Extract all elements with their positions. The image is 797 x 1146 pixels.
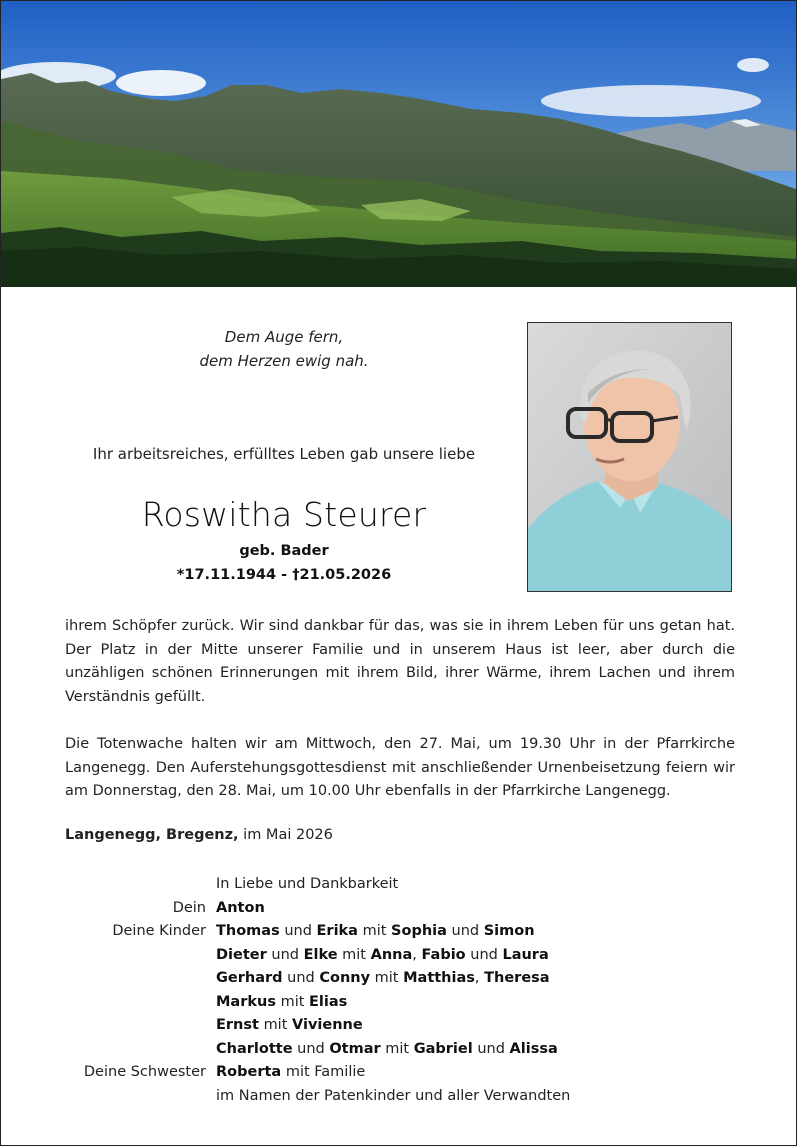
connector-word: und — [284, 923, 312, 939]
person-name: Theresa — [484, 970, 550, 986]
mountain-landscape-banner — [1, 1, 796, 287]
person-name: Alissa — [509, 1040, 558, 1057]
person-name: Fabio — [421, 946, 466, 963]
person-name: Conny — [319, 970, 371, 986]
person-name: Matthias — [403, 970, 475, 986]
connector-word: , — [412, 946, 417, 963]
family-row — [1, 1061, 796, 1085]
connector-word: mit — [280, 993, 305, 1010]
family-row — [1, 1085, 796, 1109]
connector-word: , — [474, 970, 480, 986]
family-row — [1, 991, 796, 1015]
person-name: Laura — [502, 946, 549, 963]
quote-line-1: Dem Auge fern, — [224, 328, 344, 346]
husband-label: Dein — [172, 899, 206, 916]
family-list — [1, 873, 796, 1108]
portrait-photo — [527, 322, 732, 592]
connector-word: und — [297, 1040, 325, 1057]
person-name: Gerhard — [216, 970, 283, 986]
family-row — [1, 967, 796, 991]
person-name: Ernst — [216, 1017, 259, 1033]
person-name: Dieter — [216, 946, 267, 963]
connector-word: und — [470, 946, 498, 963]
family-row — [1, 944, 796, 968]
person-name: Vivienne — [292, 1017, 363, 1033]
family-row — [1, 1014, 796, 1038]
person-name: Simon — [483, 923, 535, 939]
connector-word: und — [477, 1040, 505, 1057]
person-name: Thomas — [216, 923, 280, 939]
husband-name: Anton — [216, 899, 265, 916]
family-row — [1, 873, 796, 897]
family-intro: In Liebe und Dankbarkeit — [216, 876, 399, 892]
intro-text: Ihr arbeitsreiches, erfülltes Leben gab unsere liebe — [92, 445, 476, 463]
maiden-name: geb. Bader — [239, 543, 329, 559]
connector-word: und — [451, 923, 480, 939]
person-name: Sophia — [391, 923, 447, 939]
paragraph-gratitude: ihrem Schöpfer zurück. Wir sind dankbar für das, was sie in ihrem Leben für uns getan hat. Der Platz in der Mitte unserer Familie und in unserem Haus ist leer, aber durch die unzähligen schönen Erinnerungen mit ihrem Bild, ihrer Wärme, ihrem Lachen und ihrem Verständnis gefüllt. — [65, 618, 735, 705]
person-name: Anna — [370, 946, 413, 963]
place-names: Langenegg, Bregenz, — [65, 827, 239, 843]
paragraph-funeral-details: Die Totenwache halten wir am Mittwoch, den 27. Mai, um 19.30 Uhr in der Pfarrkirche Langenegg. Den Auferstehungsgottesdienst mit anschließender Urnenbeisetzung feiern wir am Donnerstag, den 28. Mai, um 10.00 Uhr ebenfalls in der Pfarrkirche Langenegg. — [65, 736, 735, 799]
place-date — [65, 827, 333, 843]
family-closing: im Namen der Patenkinder und aller Verwandten — [216, 1087, 571, 1104]
connector-word: mit — [362, 923, 387, 939]
sister-name: Roberta — [216, 1064, 282, 1080]
person-name: Otmar — [329, 1040, 381, 1057]
connector-word: mit — [385, 1040, 410, 1057]
sister-label: Deine Schwester — [83, 1064, 206, 1080]
date-text: im Mai 2026 — [243, 827, 333, 843]
person-name: Markus — [216, 993, 276, 1010]
memorial-quote — [81, 325, 487, 373]
person-name: Elke — [303, 946, 338, 963]
quote-line-2: dem Herzen ewig nah. — [199, 352, 369, 370]
connector-word: mit — [263, 1017, 288, 1033]
children-label: Deine Kinder — [112, 923, 206, 939]
sister-suffix: mit Familie — [285, 1064, 366, 1080]
family-row — [1, 920, 796, 944]
connector-word: und — [271, 946, 299, 963]
family-row — [1, 1038, 796, 1062]
person-name: Erika — [316, 923, 358, 939]
person-name: Elias — [309, 993, 348, 1010]
life-dates: *17.11.1944 - †21.05.2026 — [176, 567, 392, 583]
family-row — [1, 897, 796, 921]
connector-word: mit — [374, 970, 399, 986]
person-name: Gabriel — [413, 1040, 473, 1057]
connector-word: und — [287, 970, 315, 986]
connector-word: mit — [342, 946, 366, 963]
deceased-name: Roswitha Steurer — [141, 495, 427, 534]
person-name: Charlotte — [216, 1040, 293, 1057]
